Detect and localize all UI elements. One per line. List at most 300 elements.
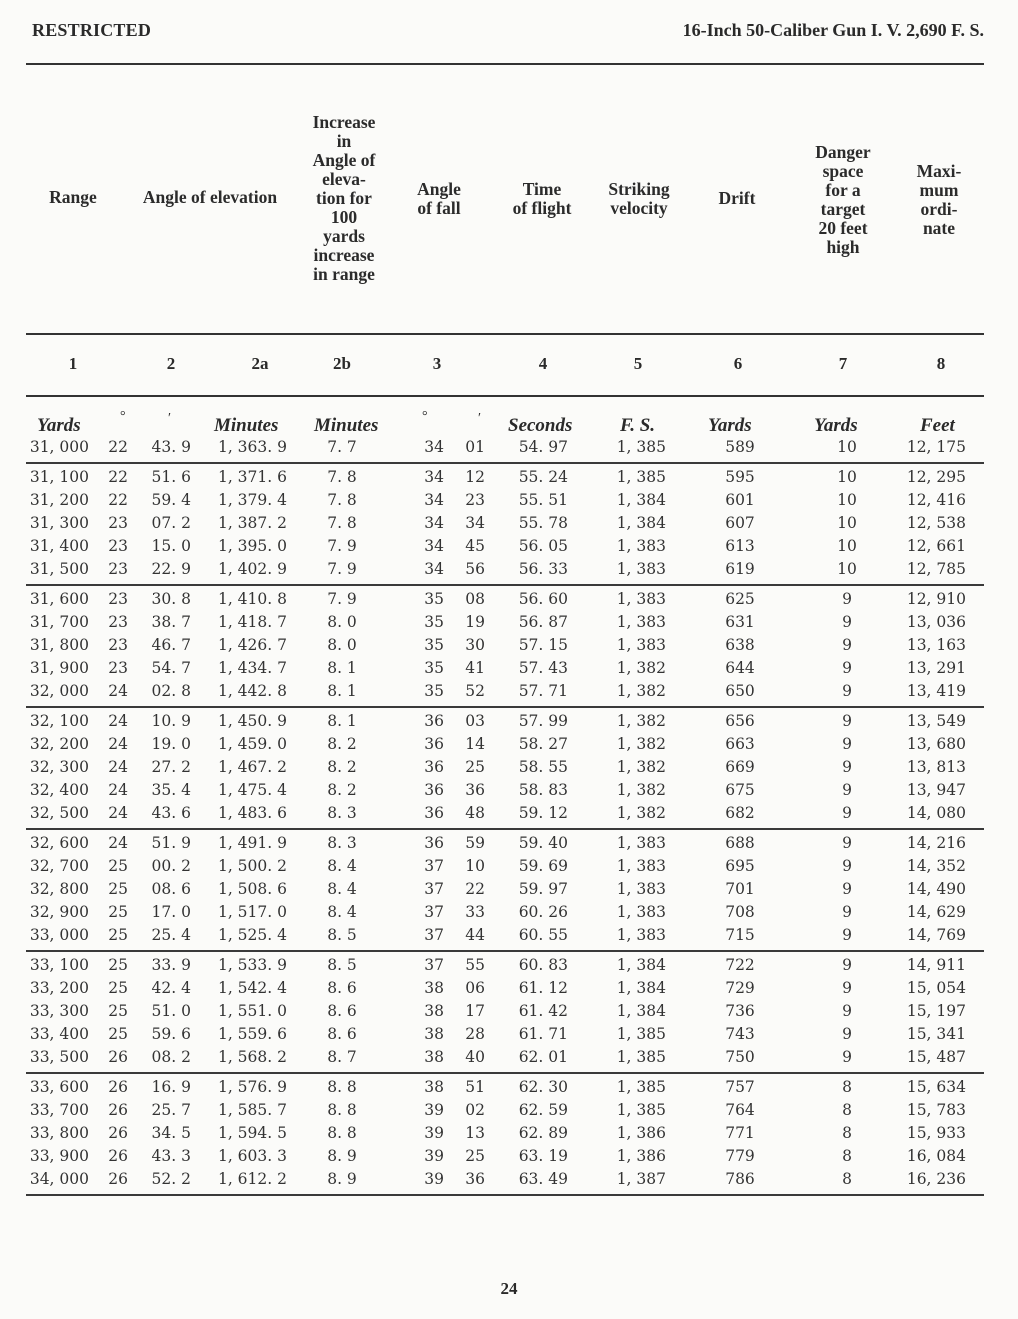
column-number: 4 bbox=[538, 354, 548, 373]
cell-danger-space: 9 bbox=[842, 1002, 852, 1020]
cell-drift: 682 bbox=[725, 804, 755, 822]
cell-drift: 688 bbox=[725, 834, 755, 852]
cell-fall-minutes: 06 bbox=[465, 979, 485, 997]
cell-maximum-ordinate: 13, 163 bbox=[906, 636, 966, 654]
cell-fall-minutes: 14 bbox=[465, 735, 485, 753]
cell-elevation-minutes: 08. 2 bbox=[151, 1048, 191, 1066]
cell-drift: 743 bbox=[725, 1025, 755, 1043]
cell-maximum-ordinate: 12, 785 bbox=[906, 560, 966, 578]
group-separator-rule bbox=[26, 1072, 984, 1074]
table-row bbox=[0, 1078, 1018, 1101]
cell-range: 32, 100 bbox=[29, 712, 89, 730]
cell-drift: 595 bbox=[725, 468, 755, 486]
cell-striking-velocity: 1, 383 bbox=[616, 857, 666, 875]
cell-fall-minutes: 51 bbox=[465, 1078, 485, 1096]
cell-elevation-increase: 8. 5 bbox=[327, 956, 357, 974]
cell-fall-minutes: 22 bbox=[465, 880, 485, 898]
cell-elevation-minutes: 59. 6 bbox=[151, 1025, 191, 1043]
cell-elevation-increase: 7. 8 bbox=[327, 514, 357, 532]
table-row bbox=[0, 682, 1018, 705]
table-row bbox=[0, 537, 1018, 560]
cell-time-of-flight: 60. 26 bbox=[518, 903, 568, 921]
table-row bbox=[0, 804, 1018, 827]
classification-label: RESTRICTED bbox=[32, 20, 152, 40]
cell-elevation-increase: 7. 8 bbox=[327, 491, 357, 509]
cell-fall-minutes: 02 bbox=[465, 1101, 485, 1119]
cell-danger-space: 10 bbox=[837, 560, 857, 578]
cell-fall-degrees: 34 bbox=[424, 438, 444, 456]
heading-time-of-flight: Time of flight bbox=[512, 179, 572, 218]
cell-elevation-increase: 8. 8 bbox=[327, 1101, 357, 1119]
cell-elevation-minutes: 02. 8 bbox=[151, 682, 191, 700]
cell-fall-degrees: 37 bbox=[424, 857, 444, 875]
cell-elevation-total-minutes: 1, 585. 7 bbox=[217, 1101, 287, 1119]
cell-drift: 644 bbox=[725, 659, 755, 677]
cell-fall-degrees: 38 bbox=[424, 1025, 444, 1043]
cell-danger-space: 10 bbox=[837, 537, 857, 555]
cell-fall-minutes: 25 bbox=[465, 1147, 485, 1165]
cell-fall-minutes: 40 bbox=[465, 1048, 485, 1066]
cell-elevation-degrees: 23 bbox=[108, 613, 128, 631]
table-row bbox=[0, 834, 1018, 857]
cell-maximum-ordinate: 16, 084 bbox=[906, 1147, 966, 1165]
cell-elevation-degrees: 25 bbox=[108, 1002, 128, 1020]
heading-striking-velocity: Striking velocity bbox=[608, 179, 670, 218]
cell-time-of-flight: 62. 59 bbox=[518, 1101, 568, 1119]
cell-elevation-total-minutes: 1, 594. 5 bbox=[217, 1124, 287, 1142]
table-row bbox=[0, 1002, 1018, 1025]
table-row bbox=[0, 712, 1018, 735]
cell-range: 32, 900 bbox=[29, 903, 89, 921]
cell-fall-degrees: 35 bbox=[424, 682, 444, 700]
cell-fall-minutes: 30 bbox=[465, 636, 485, 654]
cell-time-of-flight: 62. 89 bbox=[518, 1124, 568, 1142]
table-row bbox=[0, 1170, 1018, 1193]
unit-minutes-symbol: ′ bbox=[168, 411, 172, 426]
table-row bbox=[0, 1147, 1018, 1170]
cell-fall-degrees: 36 bbox=[424, 804, 444, 822]
cell-elevation-minutes: 07. 2 bbox=[151, 514, 191, 532]
cell-striking-velocity: 1, 385 bbox=[616, 468, 666, 486]
cell-elevation-minutes: 27. 2 bbox=[151, 758, 191, 776]
table-row bbox=[0, 735, 1018, 758]
cell-striking-velocity: 1, 382 bbox=[616, 659, 666, 677]
column-number: 8 bbox=[936, 354, 946, 373]
cell-time-of-flight: 63. 49 bbox=[518, 1170, 568, 1188]
cell-elevation-total-minutes: 1, 442. 8 bbox=[217, 682, 287, 700]
cell-fall-degrees: 39 bbox=[424, 1170, 444, 1188]
cell-elevation-total-minutes: 1, 371. 6 bbox=[217, 468, 287, 486]
column-number: 5 bbox=[633, 354, 643, 373]
cell-fall-degrees: 37 bbox=[424, 903, 444, 921]
cell-danger-space: 8 bbox=[842, 1101, 852, 1119]
table-row bbox=[0, 613, 1018, 636]
cell-elevation-increase: 7. 9 bbox=[327, 560, 357, 578]
cell-elevation-degrees: 24 bbox=[108, 781, 128, 799]
cell-drift: 613 bbox=[725, 537, 755, 555]
cell-fall-minutes: 36 bbox=[465, 1170, 485, 1188]
cell-striking-velocity: 1, 384 bbox=[616, 491, 666, 509]
cell-drift: 656 bbox=[725, 712, 755, 730]
column-number: 3 bbox=[432, 354, 442, 373]
cell-elevation-increase: 8. 4 bbox=[327, 857, 357, 875]
cell-elevation-minutes: 43. 9 bbox=[151, 438, 191, 456]
cell-striking-velocity: 1, 384 bbox=[616, 979, 666, 997]
cell-drift: 631 bbox=[725, 613, 755, 631]
cell-striking-velocity: 1, 383 bbox=[616, 880, 666, 898]
cell-danger-space: 9 bbox=[842, 926, 852, 944]
cell-range: 31, 300 bbox=[29, 514, 89, 532]
heading-danger-space: Danger space for a target 20 feet high bbox=[815, 142, 871, 257]
cell-elevation-total-minutes: 1, 525. 4 bbox=[217, 926, 287, 944]
cell-elevation-degrees: 23 bbox=[108, 590, 128, 608]
cell-maximum-ordinate: 13, 549 bbox=[906, 712, 966, 730]
cell-maximum-ordinate: 15, 933 bbox=[906, 1124, 966, 1142]
cell-fall-minutes: 25 bbox=[465, 758, 485, 776]
cell-range: 33, 000 bbox=[29, 926, 89, 944]
cell-elevation-minutes: 22. 9 bbox=[151, 560, 191, 578]
cell-elevation-minutes: 15. 0 bbox=[151, 537, 191, 555]
cell-danger-space: 9 bbox=[842, 1025, 852, 1043]
cell-time-of-flight: 61. 42 bbox=[518, 1002, 568, 1020]
cell-range: 33, 200 bbox=[29, 979, 89, 997]
cell-maximum-ordinate: 12, 416 bbox=[906, 491, 966, 509]
cell-fall-minutes: 19 bbox=[465, 613, 485, 631]
cell-fall-degrees: 38 bbox=[424, 1002, 444, 1020]
cell-elevation-total-minutes: 1, 603. 3 bbox=[217, 1147, 287, 1165]
unit-feet-per-second: F. S. bbox=[620, 415, 656, 436]
cell-maximum-ordinate: 12, 295 bbox=[906, 468, 966, 486]
cell-drift: 786 bbox=[725, 1170, 755, 1188]
cell-drift: 625 bbox=[725, 590, 755, 608]
cell-striking-velocity: 1, 382 bbox=[616, 735, 666, 753]
cell-elevation-minutes: 35. 4 bbox=[151, 781, 191, 799]
cell-fall-degrees: 37 bbox=[424, 880, 444, 898]
cell-elevation-total-minutes: 1, 475. 4 bbox=[217, 781, 287, 799]
cell-elevation-total-minutes: 1, 426. 7 bbox=[217, 636, 287, 654]
cell-drift: 601 bbox=[725, 491, 755, 509]
cell-drift: 607 bbox=[725, 514, 755, 532]
cell-range: 33, 500 bbox=[29, 1048, 89, 1066]
cell-elevation-increase: 8. 3 bbox=[327, 804, 357, 822]
cell-range: 31, 800 bbox=[29, 636, 89, 654]
cell-time-of-flight: 54. 97 bbox=[518, 438, 568, 456]
cell-drift: 663 bbox=[725, 735, 755, 753]
cell-range: 32, 300 bbox=[29, 758, 89, 776]
cell-danger-space: 9 bbox=[842, 613, 852, 631]
cell-time-of-flight: 57. 99 bbox=[518, 712, 568, 730]
cell-fall-minutes: 36 bbox=[465, 781, 485, 799]
table-row bbox=[0, 636, 1018, 659]
unit-feet: Feet bbox=[920, 415, 955, 436]
cell-elevation-increase: 8. 9 bbox=[327, 1147, 357, 1165]
cell-time-of-flight: 55. 78 bbox=[518, 514, 568, 532]
cell-elevation-increase: 8. 2 bbox=[327, 781, 357, 799]
cell-elevation-minutes: 51. 0 bbox=[151, 1002, 191, 1020]
cell-elevation-increase: 8. 1 bbox=[327, 659, 357, 677]
cell-maximum-ordinate: 12, 661 bbox=[906, 537, 966, 555]
cell-fall-minutes: 10 bbox=[465, 857, 485, 875]
cell-elevation-degrees: 26 bbox=[108, 1048, 128, 1066]
cell-maximum-ordinate: 13, 947 bbox=[906, 781, 966, 799]
cell-maximum-ordinate: 13, 419 bbox=[906, 682, 966, 700]
cell-range: 33, 100 bbox=[29, 956, 89, 974]
cell-elevation-degrees: 26 bbox=[108, 1170, 128, 1188]
cell-elevation-total-minutes: 1, 483. 6 bbox=[217, 804, 287, 822]
cell-maximum-ordinate: 14, 080 bbox=[906, 804, 966, 822]
cell-fall-minutes: 17 bbox=[465, 1002, 485, 1020]
cell-elevation-total-minutes: 1, 551. 0 bbox=[217, 1002, 287, 1020]
cell-range: 33, 300 bbox=[29, 1002, 89, 1020]
cell-elevation-minutes: 25. 7 bbox=[151, 1101, 191, 1119]
cell-time-of-flight: 58. 27 bbox=[518, 735, 568, 753]
cell-elevation-minutes: 51. 6 bbox=[151, 468, 191, 486]
cell-time-of-flight: 58. 55 bbox=[518, 758, 568, 776]
cell-maximum-ordinate: 14, 769 bbox=[906, 926, 966, 944]
table-row bbox=[0, 468, 1018, 491]
cell-elevation-minutes: 52. 2 bbox=[151, 1170, 191, 1188]
group-separator-rule bbox=[26, 462, 984, 464]
cell-elevation-minutes: 42. 4 bbox=[151, 979, 191, 997]
header-rule bbox=[26, 63, 984, 65]
cell-elevation-increase: 8. 7 bbox=[327, 1048, 357, 1066]
cell-danger-space: 10 bbox=[837, 491, 857, 509]
cell-range: 31, 500 bbox=[29, 560, 89, 578]
cell-maximum-ordinate: 16, 236 bbox=[906, 1170, 966, 1188]
cell-danger-space: 10 bbox=[837, 514, 857, 532]
cell-elevation-increase: 8. 6 bbox=[327, 979, 357, 997]
cell-range: 32, 400 bbox=[29, 781, 89, 799]
cell-elevation-total-minutes: 1, 410. 8 bbox=[217, 590, 287, 608]
cell-danger-space: 9 bbox=[842, 712, 852, 730]
cell-elevation-minutes: 33. 9 bbox=[151, 956, 191, 974]
cell-time-of-flight: 59. 97 bbox=[518, 880, 568, 898]
cell-drift: 619 bbox=[725, 560, 755, 578]
cell-fall-degrees: 35 bbox=[424, 613, 444, 631]
cell-time-of-flight: 55. 51 bbox=[518, 491, 568, 509]
cell-fall-degrees: 38 bbox=[424, 1048, 444, 1066]
cell-striking-velocity: 1, 385 bbox=[616, 1078, 666, 1096]
cell-elevation-degrees: 24 bbox=[108, 712, 128, 730]
heading-angle-of-fall: Angle of fall bbox=[417, 179, 461, 218]
cell-elevation-increase: 8. 5 bbox=[327, 926, 357, 944]
group-separator-rule bbox=[26, 1194, 984, 1196]
cell-time-of-flight: 55. 24 bbox=[518, 468, 568, 486]
cell-elevation-degrees: 24 bbox=[108, 758, 128, 776]
heading-rule bbox=[26, 333, 984, 335]
table-row bbox=[0, 956, 1018, 979]
column-number: 1 bbox=[68, 354, 78, 373]
document-title: 16-Inch 50-Caliber Gun I. V. 2,690 F. S. bbox=[682, 20, 984, 40]
cell-drift: 736 bbox=[725, 1002, 755, 1020]
cell-fall-degrees: 35 bbox=[424, 659, 444, 677]
cell-elevation-degrees: 26 bbox=[108, 1124, 128, 1142]
cell-elevation-minutes: 25. 4 bbox=[151, 926, 191, 944]
cell-fall-degrees: 38 bbox=[424, 979, 444, 997]
cell-fall-degrees: 34 bbox=[424, 491, 444, 509]
cell-elevation-minutes: 10. 9 bbox=[151, 712, 191, 730]
cell-maximum-ordinate: 13, 291 bbox=[906, 659, 966, 677]
cell-elevation-minutes: 51. 9 bbox=[151, 834, 191, 852]
cell-fall-degrees: 35 bbox=[424, 590, 444, 608]
cell-range: 31, 900 bbox=[29, 659, 89, 677]
cell-time-of-flight: 56. 87 bbox=[518, 613, 568, 631]
cell-fall-minutes: 28 bbox=[465, 1025, 485, 1043]
cell-danger-space: 8 bbox=[842, 1147, 852, 1165]
heading-maximum-ordinate: Maxi- mum ordi- nate bbox=[916, 161, 962, 238]
cell-range: 32, 600 bbox=[29, 834, 89, 852]
cell-elevation-degrees: 26 bbox=[108, 1078, 128, 1096]
column-number: 7 bbox=[838, 354, 848, 373]
cell-fall-degrees: 36 bbox=[424, 834, 444, 852]
cell-elevation-increase: 8. 2 bbox=[327, 758, 357, 776]
cell-maximum-ordinate: 14, 911 bbox=[906, 956, 966, 974]
cell-time-of-flight: 59. 40 bbox=[518, 834, 568, 852]
cell-fall-degrees: 34 bbox=[424, 514, 444, 532]
cell-maximum-ordinate: 15, 634 bbox=[906, 1078, 966, 1096]
cell-elevation-degrees: 23 bbox=[108, 636, 128, 654]
cell-fall-minutes: 03 bbox=[465, 712, 485, 730]
cell-time-of-flight: 62. 01 bbox=[518, 1048, 568, 1066]
cell-elevation-increase: 8. 8 bbox=[327, 1124, 357, 1142]
cell-range: 31, 400 bbox=[29, 537, 89, 555]
cell-fall-degrees: 38 bbox=[424, 1078, 444, 1096]
cell-striking-velocity: 1, 386 bbox=[616, 1124, 666, 1142]
group-separator-rule bbox=[26, 706, 984, 708]
cell-range: 31, 200 bbox=[29, 491, 89, 509]
cell-elevation-total-minutes: 1, 612. 2 bbox=[217, 1170, 287, 1188]
cell-elevation-total-minutes: 1, 418. 7 bbox=[217, 613, 287, 631]
cell-striking-velocity: 1, 382 bbox=[616, 712, 666, 730]
cell-elevation-degrees: 23 bbox=[108, 514, 128, 532]
cell-range: 32, 500 bbox=[29, 804, 89, 822]
cell-danger-space: 9 bbox=[842, 636, 852, 654]
cell-elevation-degrees: 22 bbox=[108, 438, 128, 456]
cell-drift: 650 bbox=[725, 682, 755, 700]
cell-drift: 729 bbox=[725, 979, 755, 997]
cell-range: 31, 700 bbox=[29, 613, 89, 631]
cell-maximum-ordinate: 15, 341 bbox=[906, 1025, 966, 1043]
cell-elevation-total-minutes: 1, 395. 0 bbox=[217, 537, 287, 555]
cell-drift: 669 bbox=[725, 758, 755, 776]
page-number: 24 bbox=[500, 1279, 518, 1298]
table-row bbox=[0, 659, 1018, 682]
cell-fall-minutes: 23 bbox=[465, 491, 485, 509]
cell-elevation-minutes: 34. 5 bbox=[151, 1124, 191, 1142]
cell-elevation-total-minutes: 1, 387. 2 bbox=[217, 514, 287, 532]
cell-range: 32, 200 bbox=[29, 735, 89, 753]
cell-danger-space: 9 bbox=[842, 682, 852, 700]
cell-danger-space: 8 bbox=[842, 1170, 852, 1188]
cell-fall-minutes: 12 bbox=[465, 468, 485, 486]
cell-elevation-total-minutes: 1, 542. 4 bbox=[217, 979, 287, 997]
cell-time-of-flight: 62. 30 bbox=[518, 1078, 568, 1096]
unit-minutes: Minutes bbox=[314, 415, 379, 436]
table-row bbox=[0, 903, 1018, 926]
cell-fall-minutes: 33 bbox=[465, 903, 485, 921]
cell-striking-velocity: 1, 383 bbox=[616, 903, 666, 921]
cell-danger-space: 9 bbox=[842, 804, 852, 822]
cell-fall-degrees: 35 bbox=[424, 636, 444, 654]
cell-fall-degrees: 37 bbox=[424, 926, 444, 944]
cell-fall-minutes: 45 bbox=[465, 537, 485, 555]
cell-elevation-increase: 8. 3 bbox=[327, 834, 357, 852]
cell-elevation-degrees: 23 bbox=[108, 560, 128, 578]
group-separator-rule bbox=[26, 584, 984, 586]
cell-drift: 715 bbox=[725, 926, 755, 944]
unit-yards: Yards bbox=[37, 415, 81, 436]
cell-time-of-flight: 60. 55 bbox=[518, 926, 568, 944]
cell-drift: 695 bbox=[725, 857, 755, 875]
cell-elevation-degrees: 22 bbox=[108, 468, 128, 486]
table-row bbox=[0, 781, 1018, 804]
cell-elevation-minutes: 08. 6 bbox=[151, 880, 191, 898]
cell-fall-degrees: 39 bbox=[424, 1124, 444, 1142]
column-number: 2a bbox=[251, 354, 269, 373]
cell-elevation-minutes: 19. 0 bbox=[151, 735, 191, 753]
cell-elevation-total-minutes: 1, 363. 9 bbox=[217, 438, 287, 456]
cell-fall-minutes: 01 bbox=[465, 438, 485, 456]
cell-danger-space: 9 bbox=[842, 735, 852, 753]
cell-fall-minutes: 56 bbox=[465, 560, 485, 578]
cell-elevation-degrees: 24 bbox=[108, 682, 128, 700]
cell-fall-minutes: 55 bbox=[465, 956, 485, 974]
cell-elevation-degrees: 24 bbox=[108, 804, 128, 822]
cell-striking-velocity: 1, 383 bbox=[616, 636, 666, 654]
unit-yards: Yards bbox=[814, 415, 858, 436]
cell-striking-velocity: 1, 383 bbox=[616, 590, 666, 608]
cell-range: 31, 100 bbox=[29, 468, 89, 486]
cell-striking-velocity: 1, 382 bbox=[616, 781, 666, 799]
cell-elevation-degrees: 24 bbox=[108, 834, 128, 852]
cell-drift: 638 bbox=[725, 636, 755, 654]
cell-maximum-ordinate: 15, 054 bbox=[906, 979, 966, 997]
cell-elevation-increase: 8. 6 bbox=[327, 1002, 357, 1020]
cell-elevation-degrees: 25 bbox=[108, 926, 128, 944]
cell-range: 32, 700 bbox=[29, 857, 89, 875]
cell-elevation-minutes: 30. 8 bbox=[151, 590, 191, 608]
cell-elevation-minutes: 16. 9 bbox=[151, 1078, 191, 1096]
cell-elevation-total-minutes: 1, 459. 0 bbox=[217, 735, 287, 753]
cell-time-of-flight: 56. 05 bbox=[518, 537, 568, 555]
cell-striking-velocity: 1, 386 bbox=[616, 1147, 666, 1165]
cell-striking-velocity: 1, 385 bbox=[616, 1101, 666, 1119]
heading-drift: Drift bbox=[718, 188, 756, 208]
cell-elevation-increase: 8. 1 bbox=[327, 682, 357, 700]
cell-range: 33, 900 bbox=[29, 1147, 89, 1165]
cell-maximum-ordinate: 12, 538 bbox=[906, 514, 966, 532]
cell-fall-minutes: 52 bbox=[465, 682, 485, 700]
cell-range: 31, 000 bbox=[29, 438, 89, 456]
cell-elevation-total-minutes: 1, 467. 2 bbox=[217, 758, 287, 776]
cell-striking-velocity: 1, 383 bbox=[616, 560, 666, 578]
cell-danger-space: 9 bbox=[842, 758, 852, 776]
cell-danger-space: 9 bbox=[842, 979, 852, 997]
cell-danger-space: 9 bbox=[842, 880, 852, 898]
table-row bbox=[0, 979, 1018, 1002]
cell-elevation-total-minutes: 1, 450. 9 bbox=[217, 712, 287, 730]
cell-elevation-increase: 7. 9 bbox=[327, 537, 357, 555]
cell-time-of-flight: 61. 12 bbox=[518, 979, 568, 997]
cell-elevation-degrees: 25 bbox=[108, 880, 128, 898]
cell-elevation-degrees: 24 bbox=[108, 735, 128, 753]
cell-time-of-flight: 59. 12 bbox=[518, 804, 568, 822]
cell-time-of-flight: 56. 33 bbox=[518, 560, 568, 578]
heading-increase: Increase in Angle of eleva- tion for 100 yards increase in range bbox=[312, 112, 376, 284]
cell-elevation-total-minutes: 1, 500. 2 bbox=[217, 857, 287, 875]
cell-elevation-minutes: 17. 0 bbox=[151, 903, 191, 921]
cell-elevation-total-minutes: 1, 568. 2 bbox=[217, 1048, 287, 1066]
